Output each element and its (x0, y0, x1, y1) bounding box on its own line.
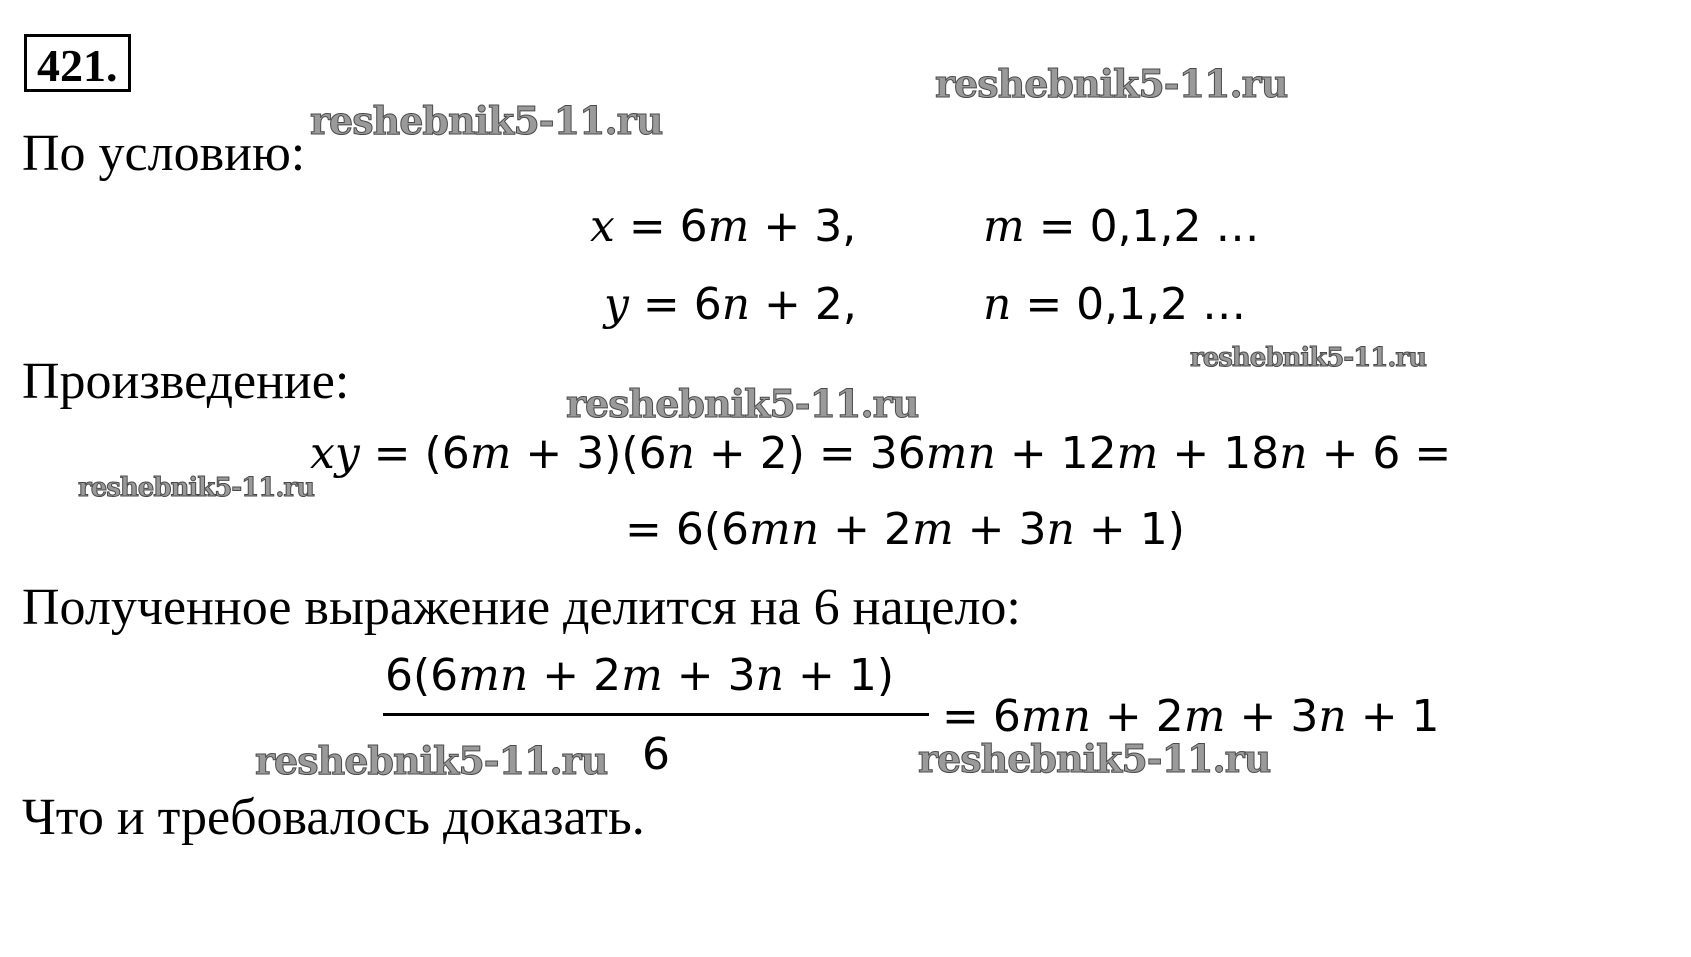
problem-number: 421. (24, 34, 131, 92)
watermark: reshebnik5-11.ru (255, 738, 608, 783)
fraction-result: = 6mn + 2m + 3n + 1 (942, 691, 1440, 742)
watermark: reshebnik5-11.ru (566, 381, 919, 426)
watermark: reshebnik5-11.ru (918, 736, 1271, 781)
product-label: Произведение: (22, 353, 350, 410)
y-definition: y = 6n + 2, (604, 279, 857, 330)
fraction-numerator: 6(6mn + 2m + 3n + 1) (385, 650, 894, 701)
m-range: m = 0,1,2 … (983, 201, 1260, 252)
product-factored: = 6(6mn + 2m + 3n + 1) (625, 504, 1185, 555)
x-definition: x = 6m + 3, (590, 201, 857, 252)
n-range: n = 0,1,2 … (983, 279, 1247, 330)
divisible-label: Полученное выражение делится на 6 нацело: (22, 579, 1021, 636)
fraction-bar (383, 713, 929, 716)
product-expansion: xy = (6m + 3)(6n + 2) = 36mn + 12m + 18n + 6 = (310, 428, 1452, 479)
watermark: reshebnik5-11.ru (78, 473, 315, 503)
watermark: reshebnik5-11.ru (1190, 343, 1427, 373)
watermark: reshebnik5-11.ru (310, 98, 663, 143)
condition-label: По условию: (22, 125, 306, 182)
fraction-denominator: 6 (642, 729, 670, 780)
watermark: reshebnik5-11.ru (935, 61, 1288, 106)
conclusion-text: Что и требовалось доказать. (22, 789, 645, 846)
